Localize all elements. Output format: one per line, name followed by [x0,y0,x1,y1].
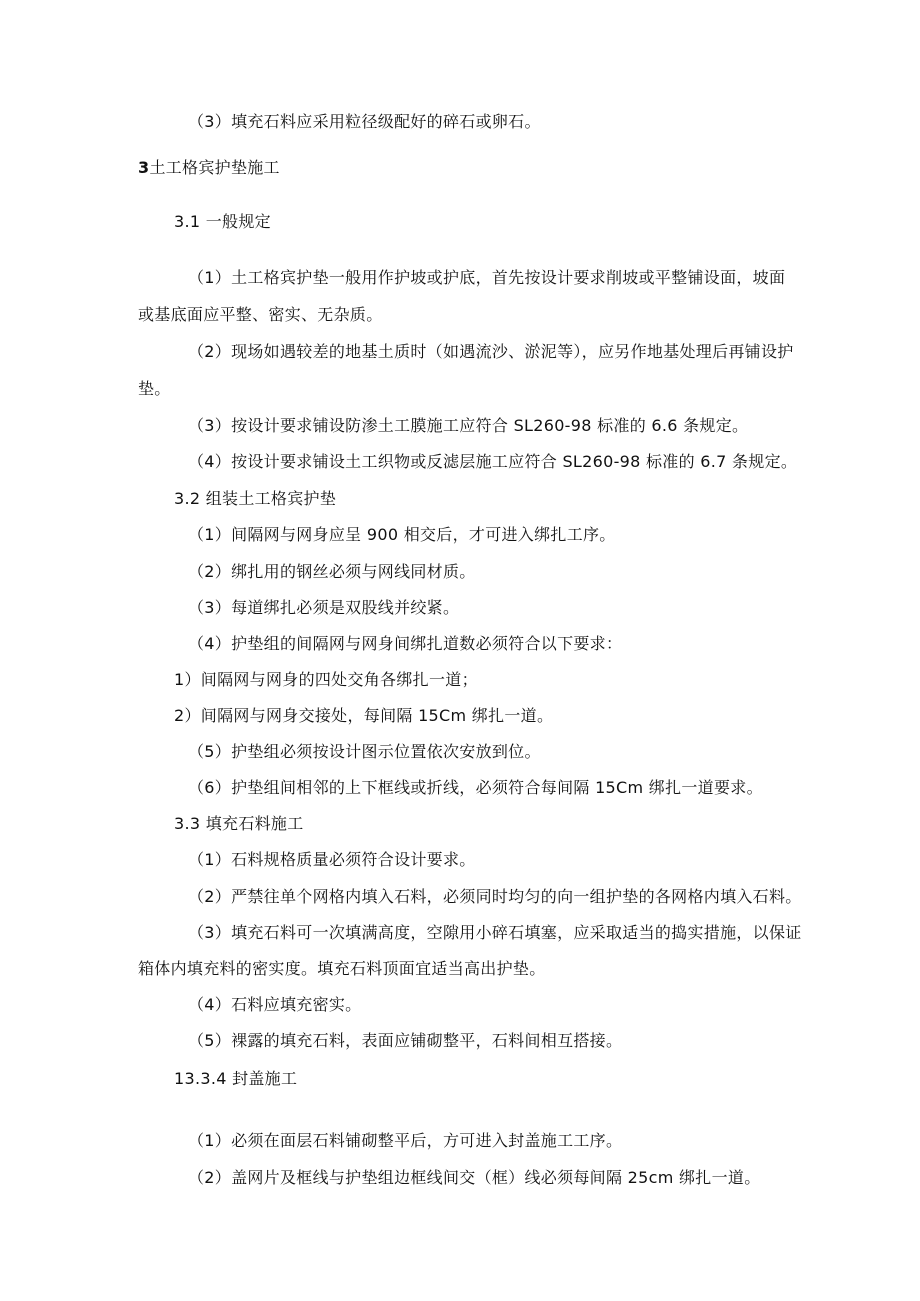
paragraph-line: （3）按设计要求铺设防渗土工膜施工应符合 SL260-98 标准的 6.6 条规定。 [188,416,749,435]
paragraph-line: （3）填充石料应采用粒径级配好的碎石或卵石。 [188,112,541,131]
paragraph-line: （3）每道绑扎必须是双股线并绞紧。 [188,598,460,617]
section-heading-3 [138,158,280,178]
paragraph-line: 1）间隔网与网身的四处交角各绑扎一道； [174,670,478,689]
paragraph-line: （4）石料应填充密实。 [188,995,362,1014]
paragraph-line: 箱体内填充料的密实度。填充石料顶面宜适当高出护垫。 [138,959,546,978]
paragraph-line: （1）间隔网与网身应呈 900 相交后，才可进入绑扎工序。 [188,525,616,544]
paragraph-line: （4）护垫组的间隔网与网身间绑扎道数必须符合以下要求： [188,634,623,653]
paragraph-line: （5）护垫组必须按设计图示位置依次安放到位。 [188,742,541,761]
paragraph-line: （2）盖网片及框线与护垫组边框线间交（框）线必须每间隔 25cm 绑扎一道。 [188,1168,761,1187]
section-title: 土工格宾护垫施工 [149,158,280,177]
paragraph-line: （2）现场如遇较差的地基土质时（如遇流沙、淤泥等），应另作地基处理后再铺设护 [188,342,794,361]
paragraph-line: （6）护垫组间相邻的上下框线或折线，必须符合每间隔 15Cm 绑扎一道要求。 [188,778,763,797]
paragraph-line: （2）严禁往单个网格内填入石料，必须同时均匀的向一组护垫的各网格内填入石料。 [188,887,802,906]
paragraph-line: （5）裸露的填充石料，表面应铺砌整平，石料间相互搭接。 [188,1031,623,1050]
subsection-heading: 3.3 填充石料施工 [174,814,304,833]
paragraph-line: 2）间隔网与网身交接处，每间隔 15Cm 绑扎一道。 [174,706,554,725]
subsection-heading: 3.2 组装土工格宾护垫 [174,489,337,508]
paragraph-line: （2）绑扎用的钢丝必须与网线同材质。 [188,562,476,581]
paragraph-line: （1）必须在面层石料铺砌整平后，方可进入封盖施工工序。 [188,1131,623,1150]
paragraph-line: 垫。 [138,379,171,398]
paragraph-line: （3）填充石料可一次填满高度，空隙用小碎石填塞，应采取适当的捣实措施，以保证 [188,923,802,942]
subsection-heading: 13.3.4 封盖施工 [174,1069,298,1088]
subsection-heading: 3.1 一般规定 [174,212,271,231]
paragraph-line: （1）土工格宾护垫一般用作护坡或护底，首先按设计要求削坡或平整铺设面，坡面 [188,268,786,287]
paragraph-line: （1）石料规格质量必须符合设计要求。 [188,850,476,869]
paragraph-line: 或基底面应平整、密实、无杂质。 [138,305,383,324]
paragraph-line: （4）按设计要求铺设土工织物或反滤层施工应符合 SL260-98 标准的 6.7 条规定。 [188,452,798,471]
section-number: 3 [138,158,150,177]
